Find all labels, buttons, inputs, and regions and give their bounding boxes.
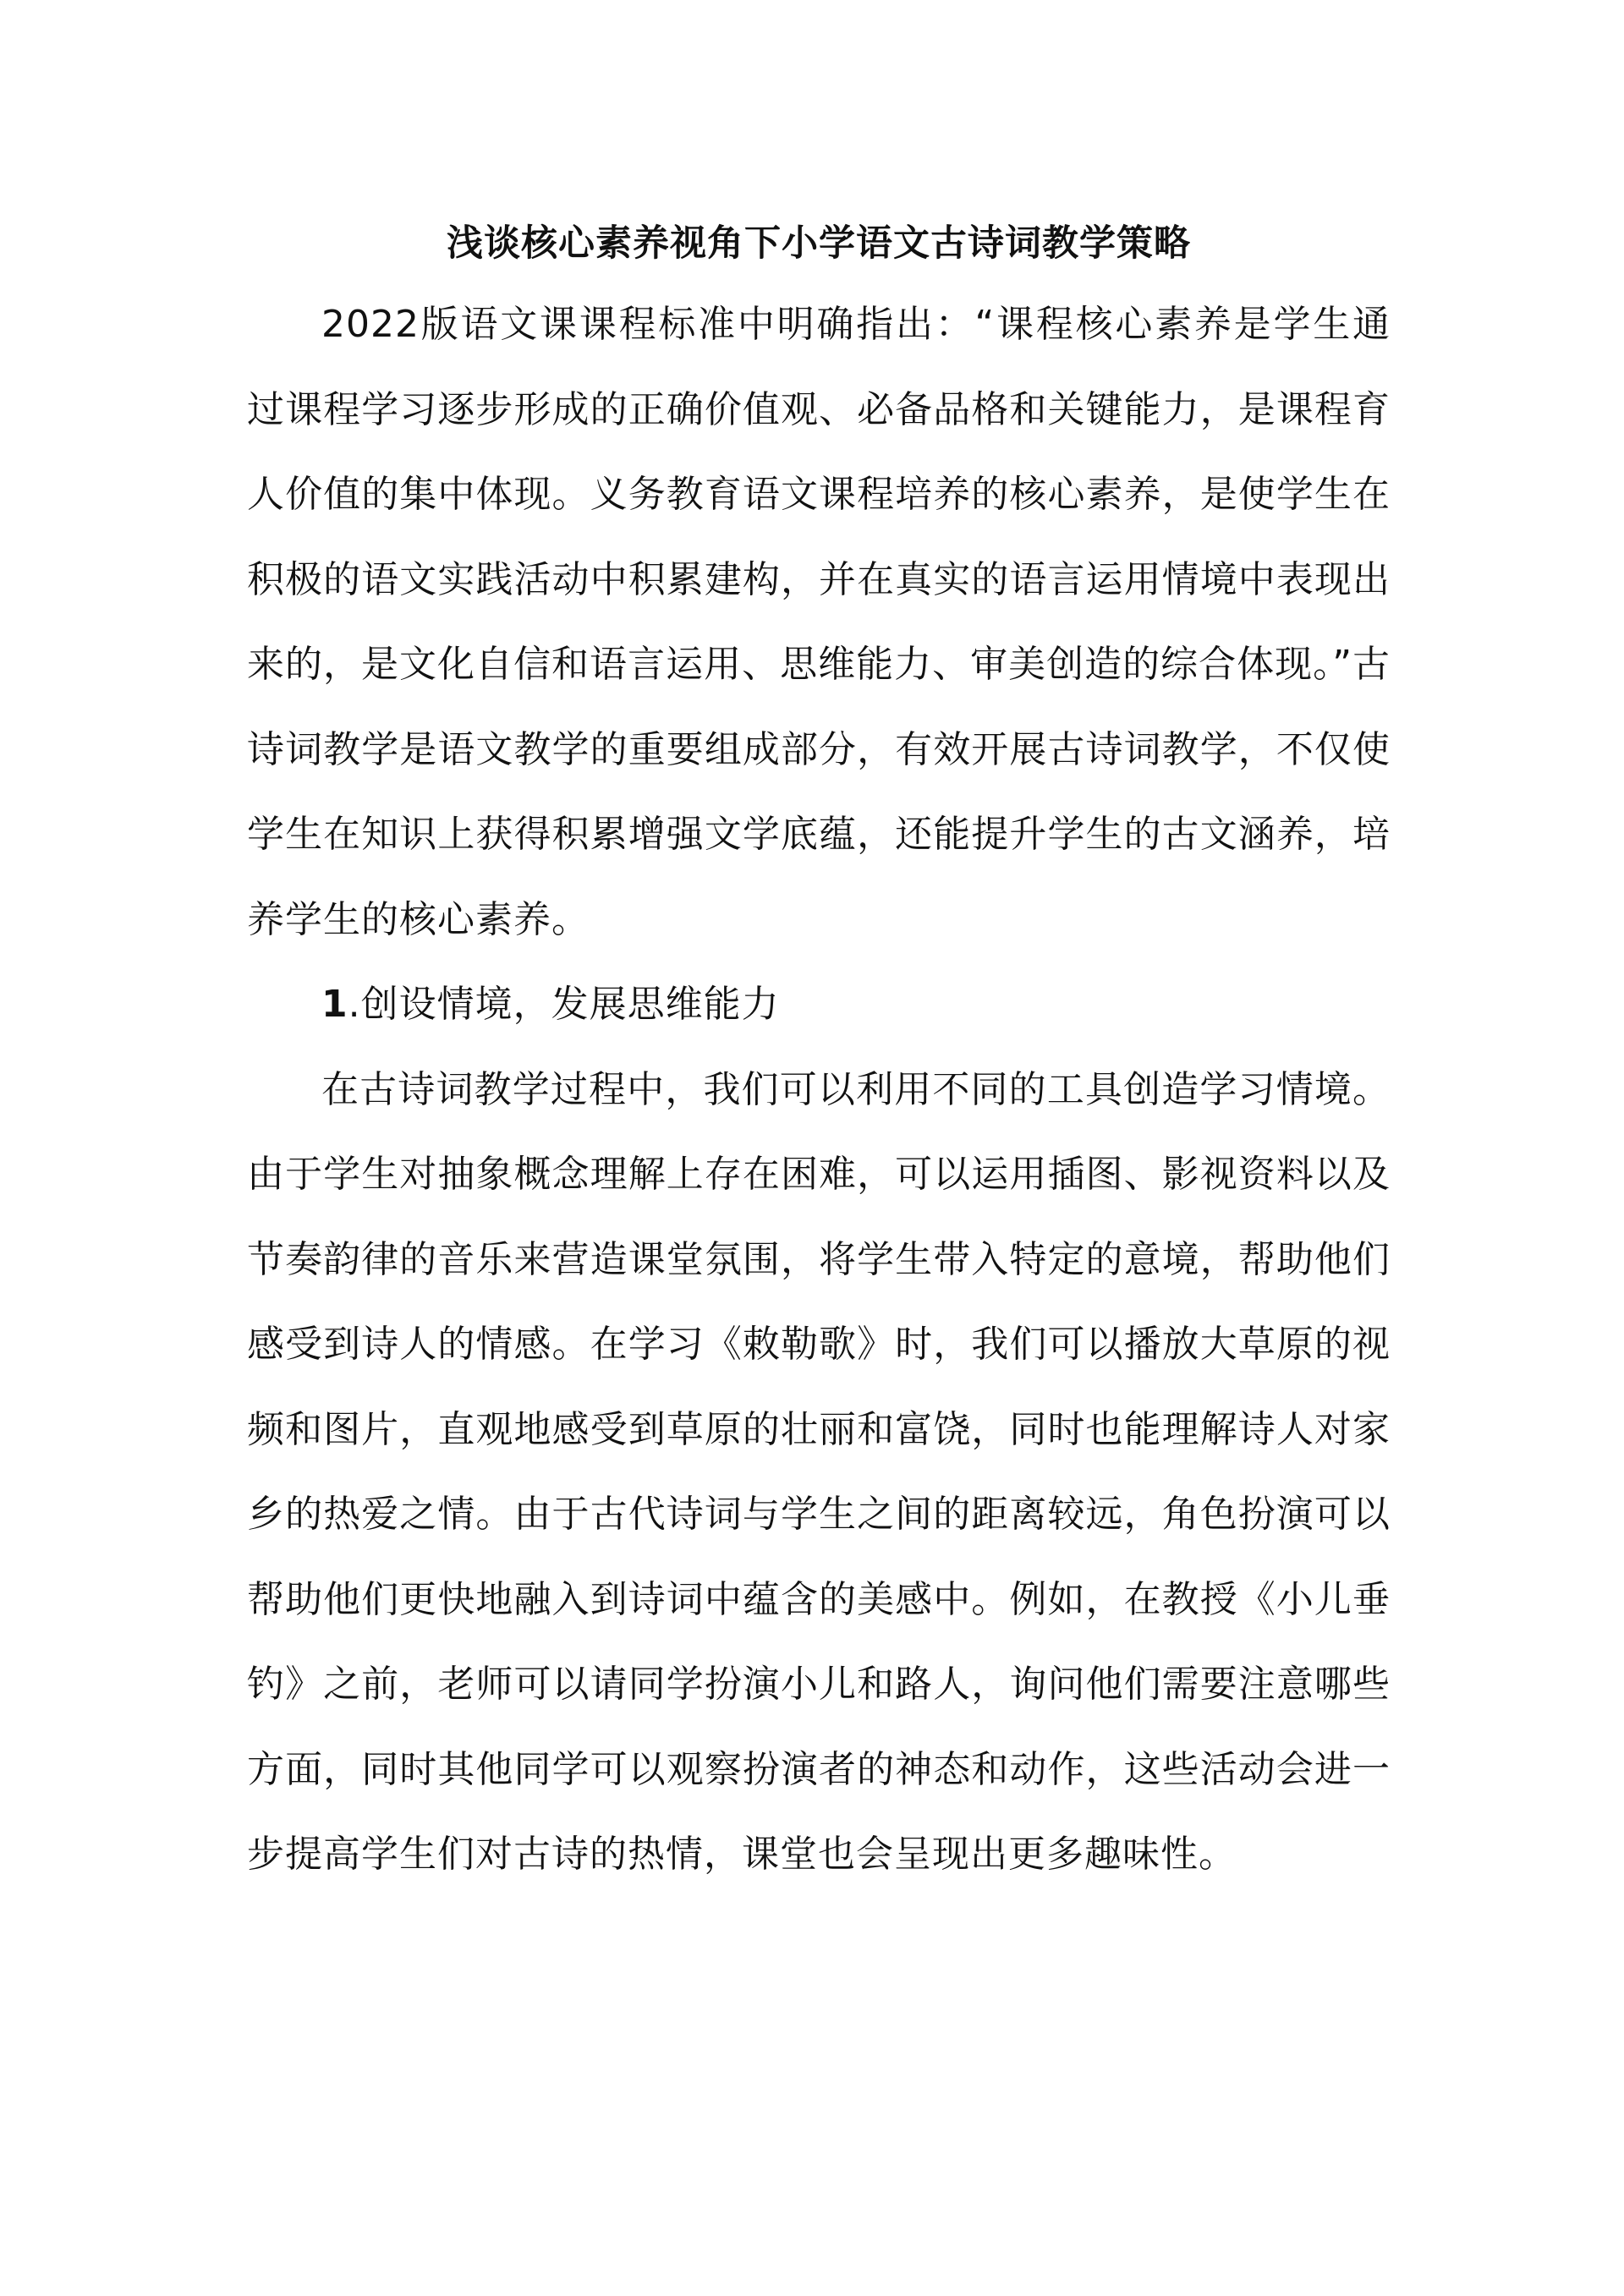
document-body [247,210,1391,1898]
section-paragraph: 在古诗词教学过程中，我们可以利用不同的工具创造学习情境。由于学生对抽象概念理解上存在困难，可以运用插图、影视资料以及节奏韵律的音乐来营造课堂氛围，将学生带入特定的意境，帮助他们感受到诗人的情感。在学习《敕勒歌》时，我们可以播放大草原的视频和图片，直观地感受到草原的壮丽和富饶，同时也能理解诗人对家乡的热爱之情。由于古代诗词与学生之间的距离较远，角色扮演可以帮助他们更快地融入到诗词中蕴含的美感中。例如，在教授《小儿垂钓》之前，老师可以请同学扮演小儿和路人，询问他们需要注意哪些方面，同时其他同学可以观察扮演者的神态和动作，这些活动会进一步提高学生们对古诗的热情，课堂也会呈现出更多趣味性。 [247,1067,1391,1876]
section-heading [247,962,1391,1048]
intro-paragraph: 2022版语文课课程标准中明确指出：“课程核心素养是学生通过课程学习逐步形成的正确价值观、必备品格和关键能力，是课程育人价值的集中体现。义务教育语文课程培养的核心素养，是使学生在积极的语文实践活动中积累建构，并在真实的语言运用情境中表现出来的，是文化自信和语言运用、思维能力、审美创造的综合体现。”古诗词教学是语文教学的重要组成部分，有效开展古诗词教学，不仅使学生在知识上获得积累增强文学底蕴，还能提升学生的古文涵养，培养学生的核心素养。 [247,303,1391,941]
document-title: 浅谈核心素养视角下小学语文古诗词教学策略 [447,222,1191,265]
section-number: 1 [321,983,348,1026]
section-heading-text: .创设情境，发展思维能力 [348,983,780,1026]
